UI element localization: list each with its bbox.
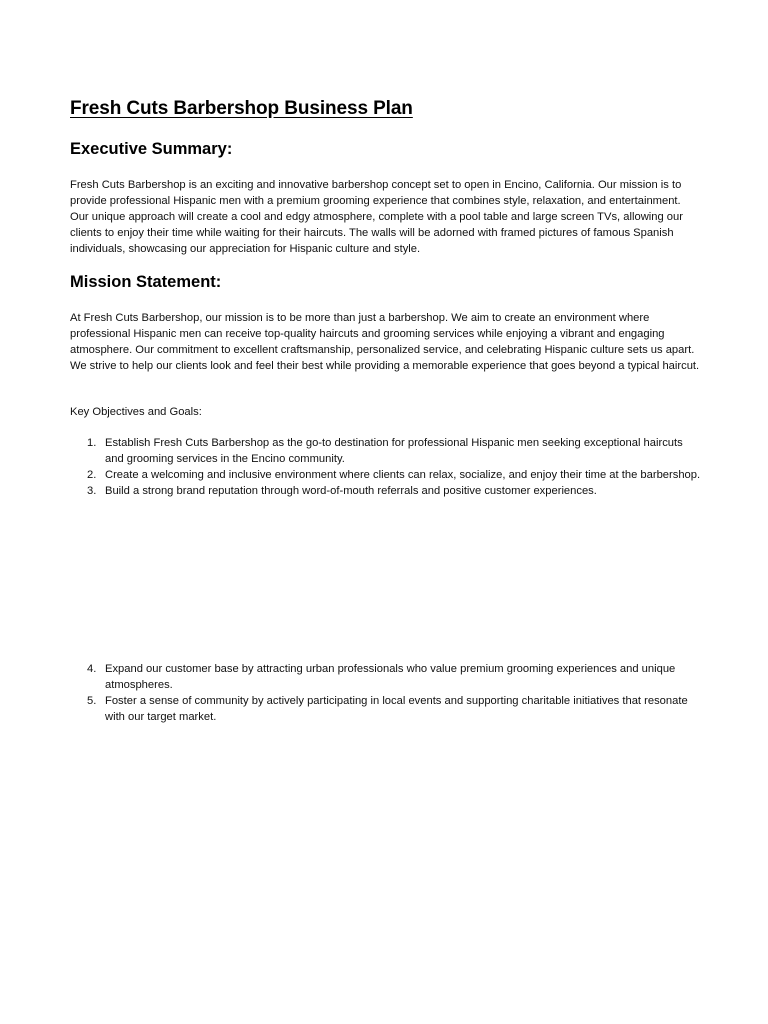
objective-number: 4. [87, 663, 97, 675]
executive-summary-heading: Executive Summary: [70, 140, 233, 158]
mission-statement-heading: Mission Statement: [70, 273, 222, 291]
objective-number: 2. [87, 469, 97, 481]
objective-item [70, 467, 702, 483]
objective-item [70, 661, 702, 693]
document-page [70, 0, 702, 1024]
objective-text: Foster a sense of community by actively participating in local events and supporting charitable initiatives that resonate with our target market. [105, 695, 688, 723]
objectives-list-continued [70, 661, 702, 725]
objective-text: Create a welcoming and inclusive environment where clients can relax, socialize, and enjoy their time at the barbershop. [105, 469, 701, 481]
objective-number: 3. [87, 485, 97, 497]
objective-text: Build a strong brand reputation through word-of-mouth referrals and positive customer experiences. [105, 485, 597, 497]
objective-number: 1. [87, 437, 97, 449]
objectives-intro: Key Objectives and Goals: [70, 406, 202, 418]
mission-statement-text: At Fresh Cuts Barbershop, our mission is to be more than just a barbershop. We aim to create an environment where professional Hispanic men can receive top-quality haircuts and grooming services while enjoying a vibrant and engaging atmosphere. Our commitment to excellent craftsmanship, personalized service, and celebrating Hispanic culture sets us apart. We strive to help our clients look and feel their best while providing a memorable experience that goes beyond a typical haircut. [70, 312, 700, 372]
objective-item [70, 483, 702, 499]
executive-summary-text: Fresh Cuts Barbershop is an exciting and innovative barbershop concept set to open in Encino, California. Our mission is to provide professional Hispanic men with a premium grooming experience that combines style, relaxation, and entertainment. Our unique approach will create a cool and edgy atmosphere, complete with a pool table and large screen TVs, allowing our clients to enjoy their time while waiting for their haircuts. The walls will be adorned with framed pictures of famous Spanish individuals, showcasing our appreciation for Hispanic culture and style. [70, 179, 683, 255]
objective-number: 5. [87, 695, 97, 707]
objective-item [70, 435, 702, 467]
objectives-list [70, 435, 702, 499]
objective-text: Establish Fresh Cuts Barbershop as the go-to destination for professional Hispanic men seeking exceptional haircuts and grooming services in the Encino community. [105, 437, 683, 465]
objective-item [70, 693, 702, 725]
document-title: Fresh Cuts Barbershop Business Plan [70, 98, 413, 119]
objective-text: Expand our customer base by attracting urban professionals who value premium grooming experiences and unique atmospheres. [105, 663, 676, 691]
